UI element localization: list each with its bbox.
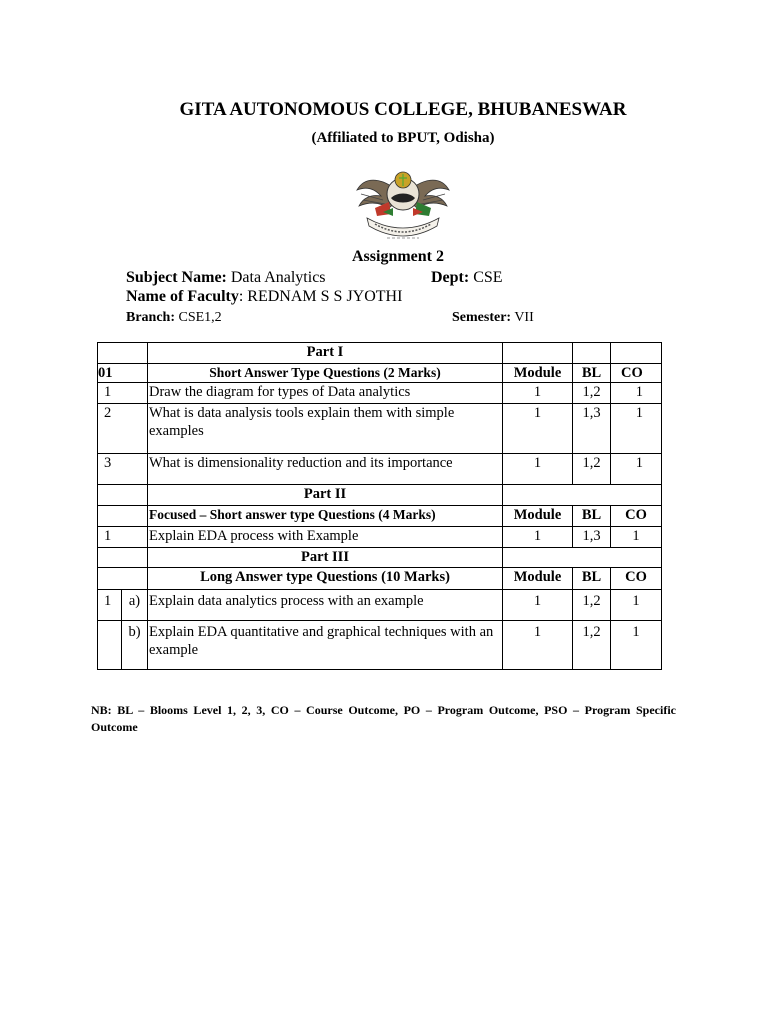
question-text: Explain EDA process with Example — [148, 527, 503, 548]
question-text: What is data analysis tools explain them with simple examples — [148, 404, 503, 454]
module-value: 1 — [503, 621, 573, 670]
subject-line — [126, 269, 326, 287]
question-number: 2 — [98, 404, 148, 454]
module-value: 1 — [503, 404, 573, 454]
col-co: CO — [611, 364, 662, 383]
part1-title-row — [98, 343, 662, 364]
col-bl: BL — [573, 506, 611, 527]
bl-value: 1,2 — [573, 621, 611, 670]
co-value: 1 — [611, 621, 662, 670]
question-number: 1 — [98, 383, 148, 404]
module-value: 1 — [503, 454, 573, 485]
dept-label: Dept: — [431, 269, 470, 286]
part3-header-row — [98, 568, 662, 590]
college-emblem-icon — [353, 156, 453, 242]
bl-value: 1,3 — [573, 404, 611, 454]
col-module: Module — [503, 364, 573, 383]
col-co: CO — [611, 568, 662, 590]
table-row — [98, 621, 662, 670]
part2-header-row — [98, 506, 662, 527]
part3-heading: Long Answer type Questions (10 Marks) — [148, 568, 503, 590]
faculty-value: : REDNAM S S JYOTHI — [238, 288, 403, 305]
module-value: 1 — [503, 527, 573, 548]
questions-table — [97, 342, 662, 670]
subject-label: Subject Name: — [126, 269, 227, 286]
col-co: CO — [611, 506, 662, 527]
table-row — [98, 454, 662, 485]
semester-label: Semester: — [452, 310, 512, 325]
bl-value: 1,2 — [573, 454, 611, 485]
semester-line — [452, 310, 534, 326]
part1-number: 01 — [98, 364, 148, 383]
part3-title-row — [98, 548, 662, 568]
table-row — [98, 383, 662, 404]
faculty-label: Name of Faculty — [126, 288, 239, 305]
question-text: What is dimensionality reduction and its importance — [148, 454, 503, 485]
assignment-title: Assignment 2 — [351, 248, 444, 265]
col-bl: BL — [573, 568, 611, 590]
co-value: 1 — [611, 404, 662, 454]
college-title: GITA AUTONOMOUS COLLEGE, BHUBANESWAR — [179, 99, 627, 120]
question-number — [98, 621, 122, 670]
module-value: 1 — [503, 383, 573, 404]
part1-header-row — [98, 364, 662, 383]
co-value: 1 — [611, 527, 662, 548]
subject-value: Data Analytics — [226, 269, 326, 286]
footnote: NB: BL – Blooms Level 1, 2, 3, CO – Course Outcome, PO – Program Outcome, PSO – Program Specific Outcome — [91, 703, 676, 734]
question-number: 1 — [98, 527, 148, 548]
col-module: Module — [503, 568, 573, 590]
co-value: 1 — [611, 590, 662, 621]
sub-question-label: b) — [122, 621, 148, 670]
bl-value: 1,2 — [573, 383, 611, 404]
part3-title: Part III — [148, 548, 503, 568]
dept-value: CSE — [469, 269, 503, 286]
part1-title: Part I — [148, 343, 503, 364]
semester-value: VII — [511, 310, 534, 325]
co-value: 1 — [611, 454, 662, 485]
part2-title: Part II — [148, 485, 503, 506]
bl-value: 1,2 — [573, 590, 611, 621]
part2-title-row — [98, 485, 662, 506]
question-number: 3 — [98, 454, 148, 485]
faculty-line — [126, 288, 402, 306]
question-number: 1 — [98, 590, 122, 621]
branch-value: CSE1,2 — [175, 310, 222, 325]
col-bl: BL — [573, 364, 611, 383]
affiliation-subtitle: (Affiliated to BPUT, Odisha) — [311, 130, 495, 146]
sub-question-label: a) — [122, 590, 148, 621]
question-text: Explain EDA quantitative and graphical techniques with an example — [148, 621, 503, 670]
co-value: 1 — [611, 383, 662, 404]
table-row — [98, 404, 662, 454]
dept-line — [431, 269, 503, 287]
question-text: Draw the diagram for types of Data analytics — [148, 383, 503, 404]
part2-heading: Focused – Short answer type Questions (4 Marks) — [148, 506, 503, 527]
branch-line — [126, 310, 222, 326]
table-row — [98, 590, 662, 621]
col-module: Module — [503, 506, 573, 527]
part1-heading: Short Answer Type Questions (2 Marks) — [148, 364, 503, 383]
branch-label: Branch: — [126, 310, 175, 325]
bl-value: 1,3 — [573, 527, 611, 548]
table-row — [98, 527, 662, 548]
module-value: 1 — [503, 590, 573, 621]
question-text: Explain data analytics process with an example — [148, 590, 503, 621]
